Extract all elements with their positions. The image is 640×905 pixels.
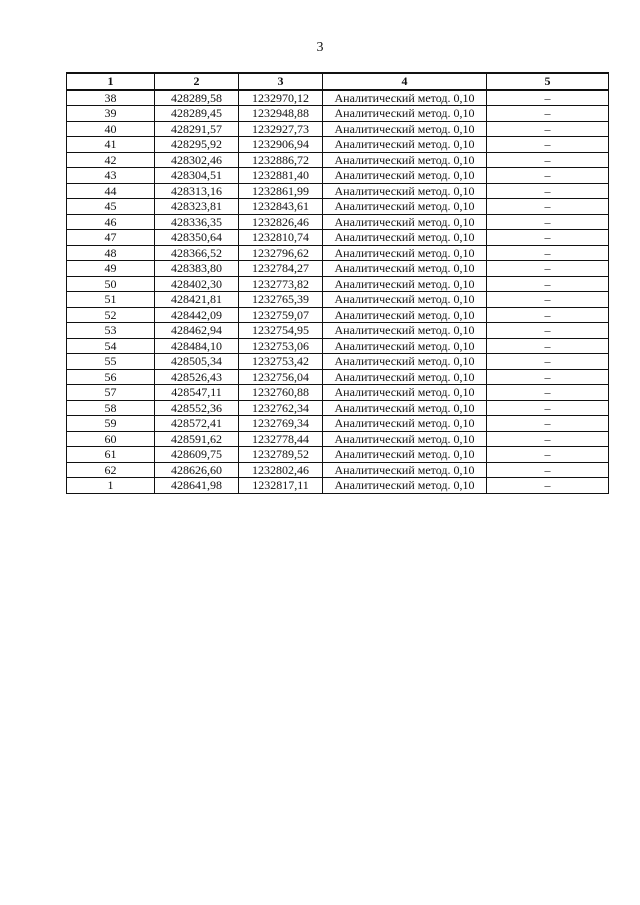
note-cell: – bbox=[487, 90, 609, 106]
method-cell: Аналитический метод. 0,10 bbox=[323, 447, 487, 463]
note-cell: – bbox=[487, 323, 609, 339]
note-cell: – bbox=[487, 230, 609, 246]
y-coordinate-cell: 1232756,04 bbox=[239, 369, 323, 385]
x-coordinate-cell: 428462,94 bbox=[155, 323, 239, 339]
point-number-cell: 60 bbox=[67, 431, 155, 447]
method-cell: Аналитический метод. 0,10 bbox=[323, 152, 487, 168]
note-cell: – bbox=[487, 354, 609, 370]
table-row bbox=[67, 354, 609, 370]
note-cell: – bbox=[487, 199, 609, 215]
x-coordinate-cell: 428421,81 bbox=[155, 292, 239, 308]
table-row bbox=[67, 137, 609, 153]
point-number-cell: 1 bbox=[67, 478, 155, 494]
point-number-cell: 44 bbox=[67, 183, 155, 199]
method-cell: Аналитический метод. 0,10 bbox=[323, 323, 487, 339]
y-coordinate-cell: 1232796,62 bbox=[239, 245, 323, 261]
point-number-cell: 46 bbox=[67, 214, 155, 230]
x-coordinate-cell: 428350,64 bbox=[155, 230, 239, 246]
method-cell: Аналитический метод. 0,10 bbox=[323, 400, 487, 416]
method-cell: Аналитический метод. 0,10 bbox=[323, 90, 487, 106]
point-number-cell: 55 bbox=[67, 354, 155, 370]
point-number-cell: 42 bbox=[67, 152, 155, 168]
method-cell: Аналитический метод. 0,10 bbox=[323, 462, 487, 478]
y-coordinate-cell: 1232765,39 bbox=[239, 292, 323, 308]
point-number-cell: 56 bbox=[67, 369, 155, 385]
x-coordinate-cell: 428484,10 bbox=[155, 338, 239, 354]
y-coordinate-cell: 1232778,44 bbox=[239, 431, 323, 447]
x-coordinate-cell: 428552,36 bbox=[155, 400, 239, 416]
page-number: 3 bbox=[316, 40, 324, 55]
table-row bbox=[67, 230, 609, 246]
table-row bbox=[67, 199, 609, 215]
table-row bbox=[67, 183, 609, 199]
method-cell: Аналитический метод. 0,10 bbox=[323, 168, 487, 184]
point-number-cell: 43 bbox=[67, 168, 155, 184]
point-number-cell: 58 bbox=[67, 400, 155, 416]
note-cell: – bbox=[487, 478, 609, 494]
method-cell: Аналитический метод. 0,10 bbox=[323, 385, 487, 401]
note-cell: – bbox=[487, 307, 609, 323]
x-coordinate-cell: 428402,30 bbox=[155, 276, 239, 292]
point-number-cell: 45 bbox=[67, 199, 155, 215]
point-number-cell: 40 bbox=[67, 121, 155, 137]
table-row bbox=[67, 416, 609, 432]
point-number-cell: 48 bbox=[67, 245, 155, 261]
method-cell: Аналитический метод. 0,10 bbox=[323, 214, 487, 230]
y-coordinate-cell: 1232760,88 bbox=[239, 385, 323, 401]
y-coordinate-cell: 1232802,46 bbox=[239, 462, 323, 478]
table-row bbox=[67, 369, 609, 385]
x-coordinate-cell: 428383,80 bbox=[155, 261, 239, 277]
note-cell: – bbox=[487, 168, 609, 184]
point-number-cell: 61 bbox=[67, 447, 155, 463]
y-coordinate-cell: 1232753,42 bbox=[239, 354, 323, 370]
note-cell: – bbox=[487, 369, 609, 385]
table-body bbox=[67, 90, 609, 494]
method-cell: Аналитический метод. 0,10 bbox=[323, 106, 487, 122]
y-coordinate-cell: 1232861,99 bbox=[239, 183, 323, 199]
column-header-5: 5 bbox=[487, 73, 609, 90]
x-coordinate-cell: 428366,52 bbox=[155, 245, 239, 261]
note-cell: – bbox=[487, 121, 609, 137]
point-number-cell: 51 bbox=[67, 292, 155, 308]
y-coordinate-cell: 1232762,34 bbox=[239, 400, 323, 416]
method-cell: Аналитический метод. 0,10 bbox=[323, 307, 487, 323]
y-coordinate-cell: 1232810,74 bbox=[239, 230, 323, 246]
method-cell: Аналитический метод. 0,10 bbox=[323, 137, 487, 153]
note-cell: – bbox=[487, 292, 609, 308]
table-row bbox=[67, 245, 609, 261]
point-number-cell: 49 bbox=[67, 261, 155, 277]
note-cell: – bbox=[487, 152, 609, 168]
x-coordinate-cell: 428304,51 bbox=[155, 168, 239, 184]
note-cell: – bbox=[487, 416, 609, 432]
table-header-row bbox=[67, 73, 609, 90]
note-cell: – bbox=[487, 400, 609, 416]
x-coordinate-cell: 428641,98 bbox=[155, 478, 239, 494]
method-cell: Аналитический метод. 0,10 bbox=[323, 230, 487, 246]
table-row bbox=[67, 152, 609, 168]
y-coordinate-cell: 1232970,12 bbox=[239, 90, 323, 106]
y-coordinate-cell: 1232843,61 bbox=[239, 199, 323, 215]
y-coordinate-cell: 1232948,88 bbox=[239, 106, 323, 122]
table-row bbox=[67, 106, 609, 122]
method-cell: Аналитический метод. 0,10 bbox=[323, 416, 487, 432]
note-cell: – bbox=[487, 183, 609, 199]
table-row bbox=[67, 462, 609, 478]
table-row bbox=[67, 478, 609, 494]
y-coordinate-cell: 1232789,52 bbox=[239, 447, 323, 463]
table-row bbox=[67, 214, 609, 230]
note-cell: – bbox=[487, 462, 609, 478]
note-cell: – bbox=[487, 245, 609, 261]
x-coordinate-cell: 428505,34 bbox=[155, 354, 239, 370]
method-cell: Аналитический метод. 0,10 bbox=[323, 199, 487, 215]
method-cell: Аналитический метод. 0,10 bbox=[323, 478, 487, 494]
x-coordinate-cell: 428289,45 bbox=[155, 106, 239, 122]
table-row bbox=[67, 292, 609, 308]
method-cell: Аналитический метод. 0,10 bbox=[323, 261, 487, 277]
point-number-cell: 53 bbox=[67, 323, 155, 339]
table-row bbox=[67, 121, 609, 137]
table-row bbox=[67, 307, 609, 323]
column-header-4: 4 bbox=[323, 73, 487, 90]
note-cell: – bbox=[487, 447, 609, 463]
note-cell: – bbox=[487, 214, 609, 230]
table-row bbox=[67, 323, 609, 339]
y-coordinate-cell: 1232754,95 bbox=[239, 323, 323, 339]
point-number-cell: 57 bbox=[67, 385, 155, 401]
y-coordinate-cell: 1232769,34 bbox=[239, 416, 323, 432]
y-coordinate-cell: 1232881,40 bbox=[239, 168, 323, 184]
point-number-cell: 52 bbox=[67, 307, 155, 323]
y-coordinate-cell: 1232784,27 bbox=[239, 261, 323, 277]
note-cell: – bbox=[487, 137, 609, 153]
point-number-cell: 59 bbox=[67, 416, 155, 432]
table-row bbox=[67, 90, 609, 106]
point-number-cell: 50 bbox=[67, 276, 155, 292]
x-coordinate-cell: 428336,35 bbox=[155, 214, 239, 230]
method-cell: Аналитический метод. 0,10 bbox=[323, 369, 487, 385]
x-coordinate-cell: 428302,46 bbox=[155, 152, 239, 168]
x-coordinate-cell: 428591,62 bbox=[155, 431, 239, 447]
table-row bbox=[67, 168, 609, 184]
method-cell: Аналитический метод. 0,10 bbox=[323, 292, 487, 308]
point-number-cell: 41 bbox=[67, 137, 155, 153]
x-coordinate-cell: 428547,11 bbox=[155, 385, 239, 401]
note-cell: – bbox=[487, 261, 609, 277]
y-coordinate-cell: 1232773,82 bbox=[239, 276, 323, 292]
x-coordinate-cell: 428295,92 bbox=[155, 137, 239, 153]
method-cell: Аналитический метод. 0,10 bbox=[323, 121, 487, 137]
column-header-1: 1 bbox=[67, 73, 155, 90]
point-number-cell: 54 bbox=[67, 338, 155, 354]
x-coordinate-cell: 428313,16 bbox=[155, 183, 239, 199]
x-coordinate-cell: 428572,41 bbox=[155, 416, 239, 432]
y-coordinate-cell: 1232826,46 bbox=[239, 214, 323, 230]
note-cell: – bbox=[487, 338, 609, 354]
table-row bbox=[67, 400, 609, 416]
x-coordinate-cell: 428609,75 bbox=[155, 447, 239, 463]
x-coordinate-cell: 428323,81 bbox=[155, 199, 239, 215]
note-cell: – bbox=[487, 106, 609, 122]
column-header-3: 3 bbox=[239, 73, 323, 90]
note-cell: – bbox=[487, 431, 609, 447]
table-row bbox=[67, 338, 609, 354]
point-number-cell: 62 bbox=[67, 462, 155, 478]
method-cell: Аналитический метод. 0,10 bbox=[323, 354, 487, 370]
note-cell: – bbox=[487, 276, 609, 292]
column-header-2: 2 bbox=[155, 73, 239, 90]
y-coordinate-cell: 1232886,72 bbox=[239, 152, 323, 168]
method-cell: Аналитический метод. 0,10 bbox=[323, 338, 487, 354]
table-row bbox=[67, 261, 609, 277]
x-coordinate-cell: 428526,43 bbox=[155, 369, 239, 385]
note-cell: – bbox=[487, 385, 609, 401]
x-coordinate-cell: 428626,60 bbox=[155, 462, 239, 478]
method-cell: Аналитический метод. 0,10 bbox=[323, 183, 487, 199]
table-row bbox=[67, 431, 609, 447]
x-coordinate-cell: 428442,09 bbox=[155, 307, 239, 323]
table-row bbox=[67, 276, 609, 292]
method-cell: Аналитический метод. 0,10 bbox=[323, 245, 487, 261]
method-cell: Аналитический метод. 0,10 bbox=[323, 276, 487, 292]
y-coordinate-cell: 1232927,73 bbox=[239, 121, 323, 137]
x-coordinate-cell: 428291,57 bbox=[155, 121, 239, 137]
table-row bbox=[67, 447, 609, 463]
table-row bbox=[67, 385, 609, 401]
point-number-cell: 38 bbox=[67, 90, 155, 106]
y-coordinate-cell: 1232817,11 bbox=[239, 478, 323, 494]
x-coordinate-cell: 428289,58 bbox=[155, 90, 239, 106]
method-cell: Аналитический метод. 0,10 bbox=[323, 431, 487, 447]
point-number-cell: 39 bbox=[67, 106, 155, 122]
coordinates-table bbox=[66, 72, 609, 494]
y-coordinate-cell: 1232759,07 bbox=[239, 307, 323, 323]
y-coordinate-cell: 1232753,06 bbox=[239, 338, 323, 354]
y-coordinate-cell: 1232906,94 bbox=[239, 137, 323, 153]
point-number-cell: 47 bbox=[67, 230, 155, 246]
